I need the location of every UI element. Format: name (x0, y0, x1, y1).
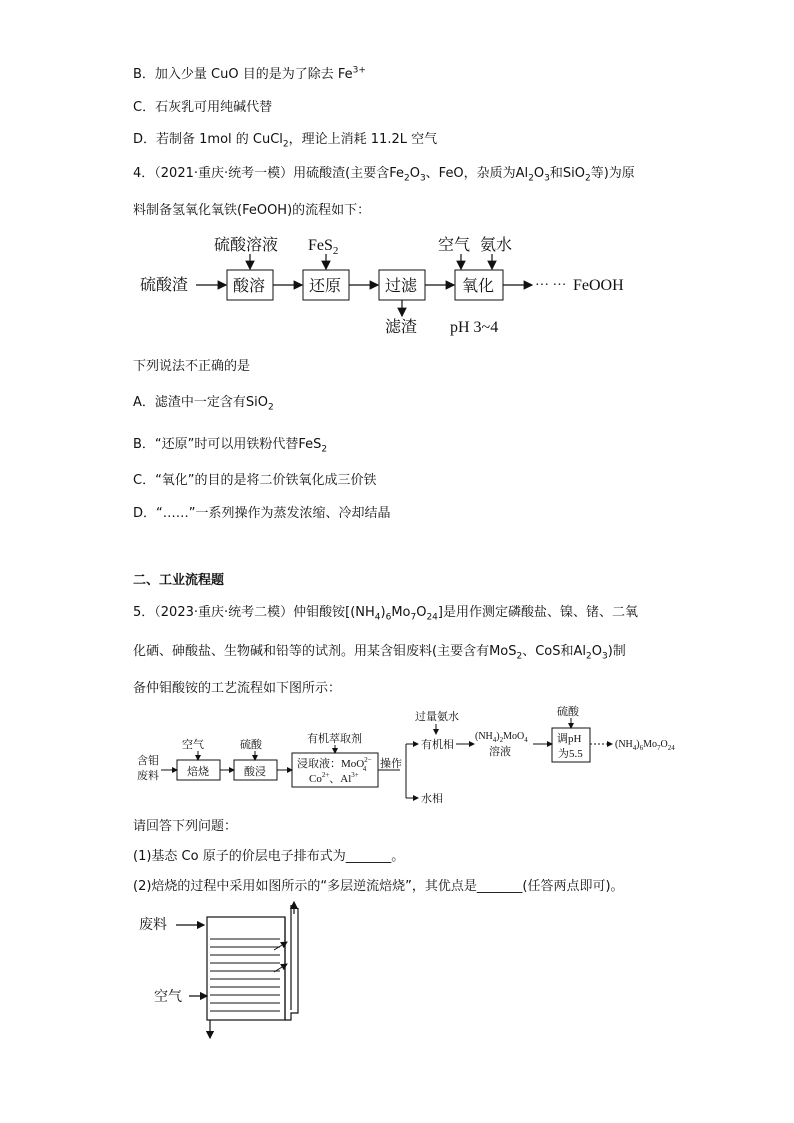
q5-part-2 (133, 878, 624, 896)
q5-part-1-text: (1)基态 Co 原子的价层电子排布式为 (133, 849, 346, 864)
q4-flow-end: FeOOH (573, 277, 624, 294)
q4-flow-box-3-label: 过滤 (385, 278, 418, 295)
q4-option-a-text: A．滤渣中一定含有SiO (133, 395, 268, 410)
q4-option-c: C．“氧化”的目的是将二价铁氧化成三价铁 (133, 473, 377, 488)
q5-flow-solution-1-a: (NH (475, 731, 493, 742)
q5-stem-part: ]是用作测定磷酸盐、镍、锗、二氧 (437, 605, 638, 620)
q4-flow-box-1-label: 酸溶 (233, 278, 266, 295)
q5-flow-aq: 水相 (421, 793, 443, 805)
q5-stem-part: ) (380, 605, 386, 620)
q5-part-2-end: (任答两点即可)。 (522, 879, 624, 894)
q5-furnace-body (207, 917, 285, 1020)
section-heading: 二、工业流程题 (133, 573, 225, 588)
q4-option-d: D．“……”一系列操作为蒸发浓缩、冷却结晶 (133, 506, 391, 521)
q5-stem-line3: 备仲钼酸铵的工艺流程如下图所示： (133, 681, 342, 696)
q4-stem-part: O (409, 166, 420, 181)
q5-part-1 (133, 848, 404, 866)
q5-flow-box-1-label: 焙烧 (187, 766, 209, 778)
q4-flow-ph: pH 3~4 (450, 319, 499, 336)
q5-flow-product-b: ) (636, 739, 640, 750)
q5-stem-part: 5．（2023·重庆·统考二模）仲钼酸铵[(NH (133, 605, 375, 620)
q4-flow-box-2-label: 还原 (309, 278, 342, 295)
q4-flow-reagent-2-sub: 2 (332, 245, 339, 257)
q5-stem-line1 (133, 604, 638, 622)
q5-sub: 2 (516, 651, 523, 662)
q4-flow-reagent-2-text: FeS (308, 237, 333, 254)
q5-flow-solution-1-c: MoO (503, 731, 525, 742)
q5-part-2-text: (2)焙烧的过程中采用如图所示的“多层逆流焙烧”，其优点是 (133, 879, 477, 894)
q5-flow-leach-1-sub: 4 (362, 765, 367, 773)
q5-flow-solution-1-b: ) (496, 731, 500, 742)
q5-stem-part: O (416, 605, 427, 620)
q4-sub: 3 (419, 173, 426, 184)
q5-flow-feed-2: 废料 (137, 770, 159, 782)
q4-option-a-sub: 2 (268, 402, 274, 413)
q5-stem-part: O (591, 644, 602, 659)
q5-flow-solution-1-sub2: 2 (499, 736, 504, 744)
q5-flow-leach-1 (297, 756, 372, 773)
q4-sub: 2 (403, 173, 410, 184)
q3-option-b-sup: 3+ (352, 65, 366, 76)
q4-stem-line2: 料制备氢氧化氧铁(FeOOH)的流程如下： (133, 203, 371, 218)
q3-option-c: C．石灰乳可用纯碱代替 (133, 100, 273, 115)
q4-stem-part: 等)为原 (590, 166, 635, 181)
q4-flow-residue: 滤渣 (385, 319, 418, 336)
q4-flow-start: 硫酸渣 (140, 277, 189, 294)
q4-stem-part: O (533, 166, 545, 181)
q5-flow-leach-2-mid: 、Al (329, 773, 352, 785)
q5-flow-solution-2: 溶液 (489, 746, 511, 758)
q5-flow-product (615, 739, 675, 752)
q4-flow-reagent-1: 硫酸溶液 (214, 237, 279, 254)
q5-flow-leach-1-sup: 2− (364, 756, 372, 764)
q5-stem-part: Mo (391, 605, 411, 620)
q5-sub: 2 (586, 651, 592, 662)
q5-part-1-blank[interactable]: _______ (345, 849, 392, 864)
q5-sub: 24 (426, 612, 438, 623)
q4-stem-part: 4．（2021·重庆·统考一模）用硫酸渣(主要含Fe (133, 166, 404, 181)
q5-sub: 7 (410, 612, 417, 623)
q5-flow-product-sub3: 7 (657, 744, 661, 752)
q3-option-b (133, 66, 366, 84)
q5-flow-product-a: (NH (615, 739, 633, 750)
q4-stem-line1 (133, 165, 635, 183)
q5-flow-leach-2-sup2: 3+ (351, 771, 359, 779)
q5-flow-air: 空气 (182, 739, 204, 751)
q3-option-d-text2: ，理论上消耗 11.2L 空气 (288, 132, 438, 147)
q5-flow-organic: 有机相 (421, 739, 454, 751)
q5-stem-part: 化硒、砷酸盐、生物碱和铅等的试剂。用某含钼废料(主要含有MoS (133, 644, 517, 659)
q3-option-d-text: D．若制备 1mol 的 CuCl (133, 132, 283, 147)
q5-flow-leach-2 (309, 771, 359, 785)
q5-flow-product-sub4: 24 (667, 744, 675, 752)
q5-prompt: 请回答下列问题： (133, 819, 238, 834)
q4-flow-reagent-2 (308, 237, 338, 257)
q5-flow-leach-1-text: 浸取液：MoO (297, 758, 365, 770)
q4-flow-reagent-4: 氨水 (480, 237, 513, 254)
q5-flow-extractant: 有机萃取剂 (307, 733, 362, 745)
q5-flow-leach-2-text: Co (309, 773, 322, 785)
q5-sub: 3 (602, 651, 608, 662)
q5-furnace-label-top: 废料 (139, 918, 167, 933)
q4-flow-dots: ··· ··· (535, 278, 567, 293)
q5-sub: 4 (374, 612, 381, 623)
q5-flow-ammonia: 过量氨水 (415, 711, 459, 723)
q4-flow-reagent-3: 空气 (438, 237, 471, 254)
q4-option-b-sub: 2 (321, 444, 328, 455)
q5-furnace-diagram (134, 900, 314, 1045)
q5-flow-solution-1-sub: 4 (492, 736, 497, 744)
q5-stem-part: )制 (607, 644, 626, 659)
q5-flow-adjust-1: 调pH (557, 733, 582, 745)
q5-part-2-blank[interactable]: _______ (476, 879, 523, 894)
q5-flow-acid-1: 硫酸 (240, 739, 262, 751)
q4-option-b (133, 436, 327, 454)
q4-option-a (133, 394, 274, 412)
q5-part-1-end: 。 (391, 849, 405, 864)
q5-flow-acid-2: 硫酸 (557, 706, 579, 718)
q4-flow-box-4-label: 氧化 (462, 278, 495, 295)
q3-option-d-sub: 2 (282, 139, 289, 150)
q5-flow-product-sub1: 4 (632, 744, 637, 752)
q4-question: 下列说法不正确的是 (133, 359, 251, 374)
q5-flow-adjust-2: 为5.5 (558, 748, 583, 760)
q5-flow-product-d: O (660, 739, 668, 750)
q4-flowchart (130, 228, 650, 343)
q4-sub: 3 (544, 173, 550, 184)
q5-stem-part: 、CoS和Al (522, 644, 587, 659)
q3-option-d (133, 131, 437, 149)
q4-sub: 2 (585, 173, 591, 184)
q5-flow-solution-1-sub3: 4 (524, 736, 528, 744)
q4-stem-part: 和SiO (549, 166, 585, 181)
q3-option-b-text: B．加入少量 CuO 目的是为了除去 Fe (133, 67, 353, 82)
q5-sub: 6 (385, 612, 392, 623)
q5-furnace-label-bottom: 空气 (154, 990, 182, 1005)
q5-flow-op: 操作 (380, 758, 402, 770)
q5-flow-box-2-label: 酸浸 (244, 766, 266, 778)
q4-option-b-text: B．“还原”时可以用铁粉代替FeS (133, 437, 322, 452)
q4-stem-part: 、FeO，杂质为Al (425, 166, 529, 181)
q5-flow-leach-2-sup: 2+ (321, 771, 330, 779)
q5-flow-product-sub2: 6 (639, 744, 644, 752)
q5-flowchart (134, 704, 704, 806)
q5-flow-feed-1: 含钼 (137, 755, 159, 767)
q5-flow-product-c: Mo (643, 739, 658, 750)
q5-flow-solution-1 (475, 731, 528, 744)
q4-sub: 2 (528, 173, 534, 184)
q5-stem-line2 (133, 643, 626, 661)
